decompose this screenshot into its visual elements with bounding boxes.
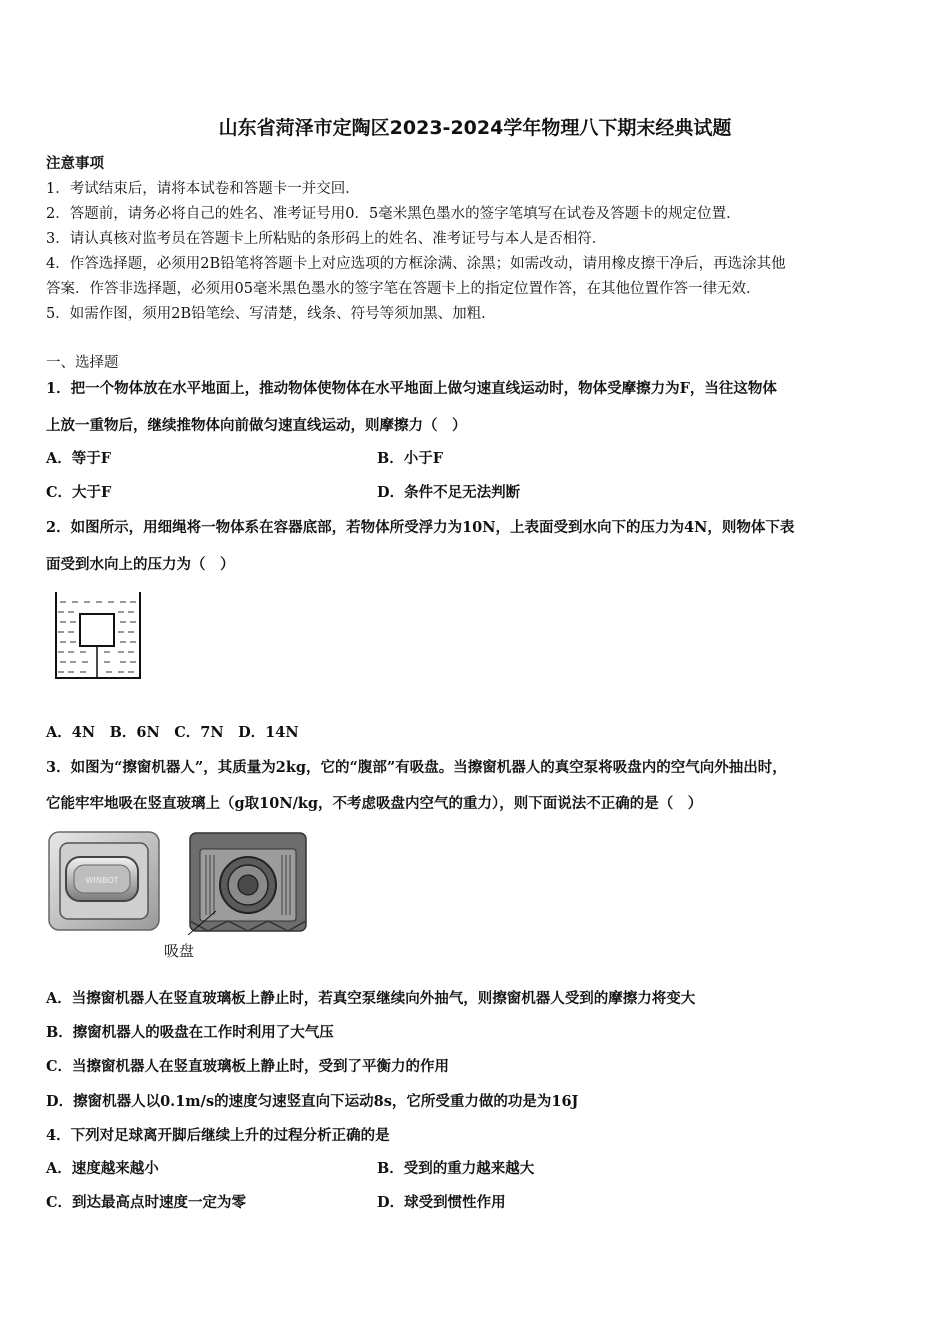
robot-front-image bbox=[48, 831, 162, 933]
notice-item: 4．作答选择题，必须用2B铅笔将答题卡上对应选项的方框涂满、涂黑；如需改动，请用橡皮擦干净后，再选涂其他 bbox=[46, 256, 786, 272]
notice-item: 5．如需作图，须用2B铅笔绘、写清楚，线条、符号等须加黑、加粗． bbox=[46, 306, 496, 322]
q1-option-b: B．小于F bbox=[377, 450, 444, 467]
q3-option-c: C．当擦窗机器人在竖直玻璃板上静止时，受到了平衡力的作用 bbox=[46, 1058, 450, 1075]
q4-option-a: A．速度越来越小 bbox=[46, 1160, 159, 1177]
q2-stem-line2: 面受到水向上的压力为（ ） bbox=[46, 556, 235, 573]
section-heading: 一、选择题 bbox=[46, 355, 119, 371]
q1-stem-line1: 1．把一个物体放在水平地面上，推动物体使物体在水平地面上做匀速直线运动时，物体受摩擦力为F，当往这物体 bbox=[46, 380, 777, 397]
notice-item: 3．请认真核对监考员在答题卡上所粘贴的条形码上的姓名、准考证号与本人是否相符． bbox=[46, 231, 607, 247]
notice-item: 1．考试结束后，请将本试卷和答题卡一并交回． bbox=[46, 181, 360, 197]
notice-heading: 注意事项 bbox=[46, 155, 104, 172]
q2-stem-line1: 2．如图所示，用细绳将一物体系在容器底部，若物体所受浮力为10N，上表面受到水向下的压力为4N，则物体下表 bbox=[46, 519, 795, 536]
q3-stem-line2: 它能牢牢地吸在竖直玻璃上（g取10N/kg，不考虑吸盘内空气的重力），则下面说法不正确的是（ ） bbox=[46, 795, 703, 812]
q2-options: A．4N B．6N C．7N D．14N bbox=[46, 724, 299, 741]
q1-option-c: C．大于F bbox=[46, 484, 112, 501]
q4-option-d: D．球受到惯性作用 bbox=[377, 1194, 506, 1211]
notice-item: 答案．作答非选择题，必须用05毫米黑色墨水的签字笔在答题卡上的指定位置作答，在其他位置作答一律无效． bbox=[46, 281, 761, 297]
notice-item: 2．答题前，请务必将自己的姓名、准考证号用0．5毫米黑色墨水的签字笔填写在试卷及答题卡的规定位置． bbox=[46, 206, 741, 222]
robot-back-image bbox=[188, 831, 308, 935]
container-diagram bbox=[54, 590, 142, 680]
q4-option-c: C．到达最高点时速度一定为零 bbox=[46, 1194, 247, 1211]
q3-option-d: D．擦窗机器人以0.1m/s的速度匀速竖直向下运动8s，它所受重力做的功是为16J bbox=[46, 1093, 579, 1110]
q3-option-b: B．擦窗机器人的吸盘在工作时利用了大气压 bbox=[46, 1024, 334, 1041]
suction-cup-label: 吸盘 bbox=[164, 942, 195, 960]
q1-stem-line2: 上放一重物后，继续推物体向前做匀速直线运动，则摩擦力（ ） bbox=[46, 417, 467, 434]
q4-stem: 4．下列对足球离开脚后继续上升的过程分析正确的是 bbox=[46, 1127, 390, 1144]
robot-brand-label: WINBOT bbox=[85, 876, 119, 885]
q1-option-d: D．条件不足无法判断 bbox=[377, 484, 521, 501]
q3-stem-line1: 3．如图为“擦窗机器人”，其质量为2kg，它的“腹部”有吸盘。当擦窗机器人的真空泵将吸盘内的空气向外抽出时， bbox=[46, 759, 787, 776]
q3-option-a: A．当擦窗机器人在竖直玻璃板上静止时，若真空泵继续向外抽气，则擦窗机器人受到的摩擦力将变大 bbox=[46, 990, 696, 1007]
q4-option-b: B．受到的重力越来越大 bbox=[377, 1160, 535, 1177]
q1-option-a: A．等于F bbox=[46, 450, 112, 467]
page-title: 山东省菏泽市定陶区2023-2024学年物理八下期末经典试题 bbox=[218, 117, 732, 139]
